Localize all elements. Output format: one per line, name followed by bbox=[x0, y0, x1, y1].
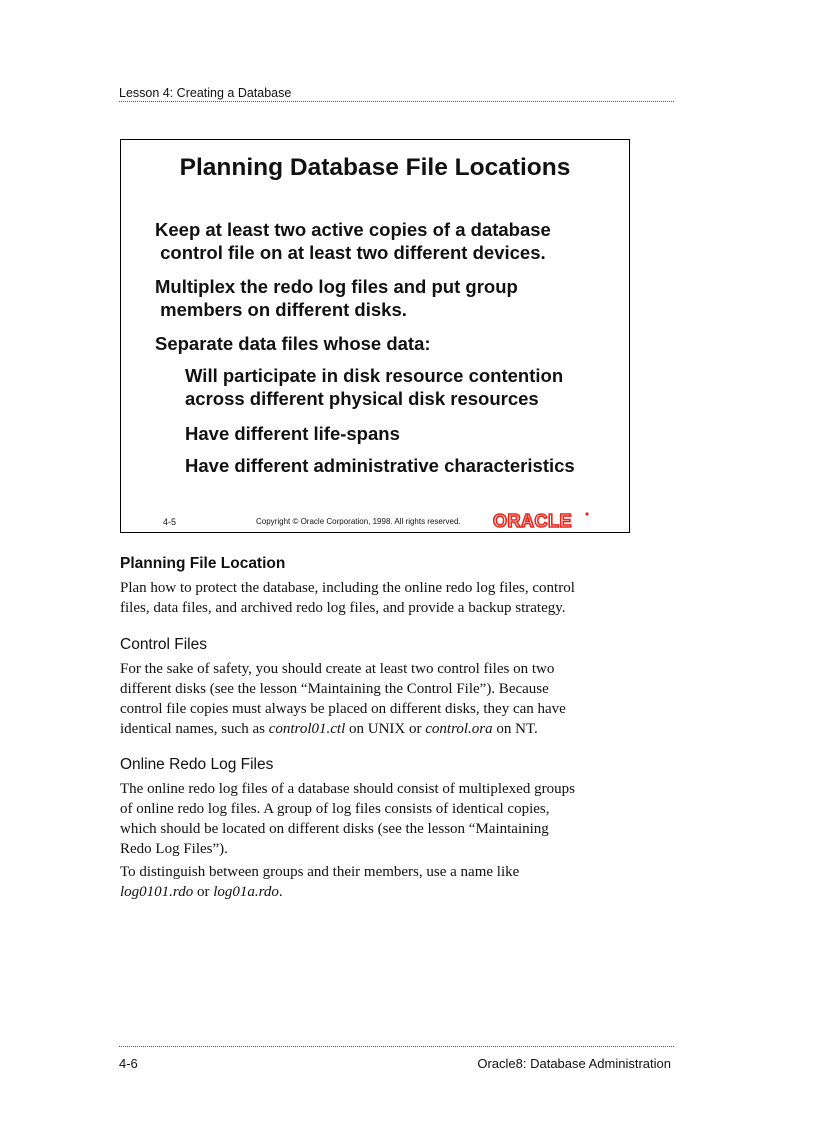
running-header: Lesson 4: Creating a Database bbox=[119, 86, 292, 100]
paragraph-line: files, data files, and archived redo log files, and provide a backup strategy. bbox=[120, 600, 566, 616]
paragraph-line: Redo Log Files”). bbox=[120, 841, 228, 857]
slide-subbullet-admin: Have different administrative characteristics bbox=[185, 455, 575, 476]
bullet-line: across different physical disk resources bbox=[185, 388, 539, 409]
slide-bullet-control-files bbox=[155, 218, 551, 264]
notes-heading: Planning File Location bbox=[120, 555, 286, 572]
slide-copyright: Copyright © Oracle Corporation, 1998. All rights reserved. bbox=[256, 517, 461, 526]
book-title: Oracle8: Database Administration bbox=[477, 1056, 671, 1071]
slide-subbullet-contention bbox=[185, 364, 563, 410]
registered-mark bbox=[585, 512, 588, 515]
paragraph-line: which should be located on different disks (see the lesson “Maintaining bbox=[120, 821, 549, 837]
paragraph-line bbox=[120, 882, 620, 902]
oracle-logo bbox=[493, 510, 591, 530]
footer-divider bbox=[119, 1046, 674, 1047]
filename-unix: control01.ctl bbox=[268, 721, 346, 737]
slide-subbullet-lifespans: Have different life-spans bbox=[185, 423, 400, 444]
slide-frame bbox=[120, 139, 630, 533]
notes-intro bbox=[120, 578, 620, 618]
filename-example-2: log01a.rdo bbox=[213, 884, 279, 900]
text-run: identical names, such as bbox=[120, 721, 269, 737]
text-run: . bbox=[278, 884, 283, 900]
slide-number: 4-5 bbox=[163, 517, 177, 527]
paragraph-line: To distinguish between groups and their members, use a name like bbox=[120, 864, 520, 880]
control-files-paragraph bbox=[120, 659, 620, 739]
text-run: or bbox=[193, 884, 214, 900]
text-run: on NT. bbox=[492, 721, 538, 737]
slide-bullet-separate-data: Separate data files whose data: bbox=[155, 333, 431, 354]
paragraph-line bbox=[120, 719, 620, 739]
bullet-line: Will participate in disk resource contention bbox=[185, 365, 564, 386]
bullet-line: members on different disks. bbox=[155, 299, 407, 320]
control-files-heading: Control Files bbox=[120, 636, 207, 653]
paragraph-line: For the sake of safety, you should create at least two control files on two bbox=[120, 661, 555, 677]
slide-title: Planning Database File Locations bbox=[179, 154, 571, 181]
redo-logs-paragraph bbox=[120, 779, 620, 902]
filename-example-1: log0101.rdo bbox=[120, 884, 194, 900]
paragraph-line: of online redo log files. A group of log files consists of identical copies, bbox=[120, 801, 550, 817]
paragraph-line: Plan how to protect the database, including the online redo log files, control bbox=[120, 580, 575, 596]
paragraph-line: The online redo log files of a database should consist of multiplexed groups bbox=[120, 781, 575, 797]
paragraph-line: control file copies must always be placed on different disks, they can have bbox=[120, 701, 566, 717]
bullet-line: control file on at least two different devices. bbox=[155, 242, 546, 263]
oracle-logo-text: ORACLE bbox=[493, 511, 572, 530]
header-divider bbox=[119, 101, 674, 102]
text-run: on UNIX or bbox=[345, 721, 426, 737]
paragraph-line: different disks (see the lesson “Maintaining the Control File”). Because bbox=[120, 681, 549, 697]
page-number: 4-6 bbox=[119, 1056, 138, 1071]
bullet-line: Multiplex the redo log files and put group bbox=[155, 276, 518, 297]
filename-nt: control.ora bbox=[425, 721, 493, 737]
slide-bullet-redo-logs bbox=[155, 275, 518, 321]
redo-logs-heading: Online Redo Log Files bbox=[120, 756, 274, 773]
bullet-line: Keep at least two active copies of a database bbox=[155, 219, 551, 240]
